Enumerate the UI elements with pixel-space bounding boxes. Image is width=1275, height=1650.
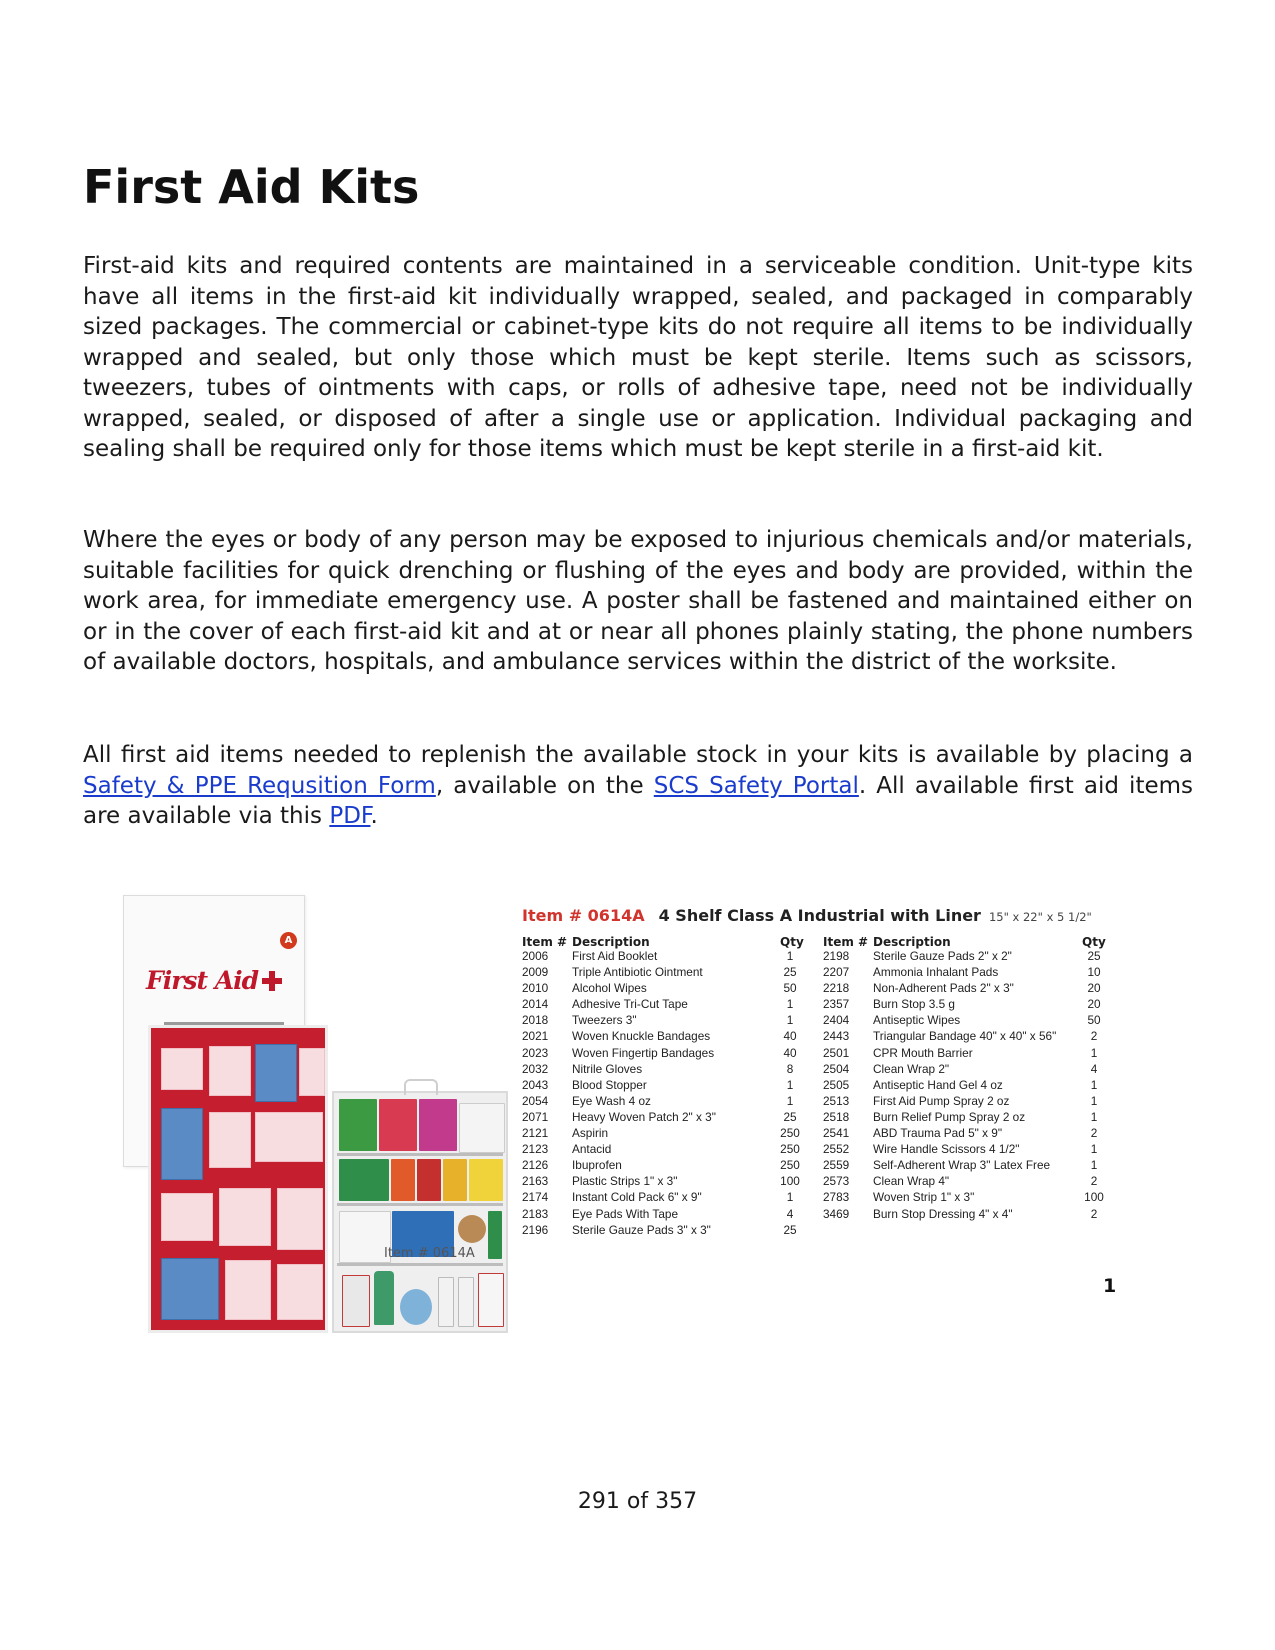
item-number: 2010: [522, 981, 549, 996]
item-quantity: 1: [786, 949, 794, 963]
pdf-link[interactable]: PDF: [329, 803, 371, 829]
liner-pocket: [277, 1188, 323, 1250]
item-number: 2183: [522, 1206, 549, 1221]
item-description: ABD Trauma Pad 5" x 9": [873, 1126, 1003, 1141]
item-description: Burn Stop 3.5 g: [873, 997, 955, 1012]
item-description: Antiseptic Wipes: [873, 1013, 961, 1028]
item-number: 2071: [522, 1109, 549, 1124]
item-number: 2006: [522, 949, 549, 963]
item-number: 2163: [522, 1174, 549, 1189]
item-description: Clean Wrap 4": [873, 1174, 950, 1189]
page-title: First Aid Kits: [83, 160, 420, 214]
item-number: 2573: [823, 1174, 850, 1189]
item-quantity: 1: [786, 1190, 794, 1205]
item-quantity: 100: [780, 1174, 800, 1189]
item-quantity: 10: [1087, 965, 1101, 980]
item-description: Burn Stop Dressing 4" x 4": [873, 1206, 1013, 1221]
cabinet-liner-image: [148, 1025, 328, 1333]
item-quantity: 1: [786, 1093, 794, 1108]
item-number: 2021: [522, 1029, 549, 1044]
item-quantity: 1: [786, 1013, 794, 1028]
item-number: 2357: [823, 997, 850, 1012]
item-description: Clean Wrap 2": [873, 1061, 950, 1076]
left-qty-header: Qty: [780, 935, 804, 949]
shelf: [337, 1203, 503, 1206]
item-quantity: 40: [783, 1029, 797, 1044]
left-item-header: Item #: [522, 935, 568, 949]
item-number: 2009: [522, 965, 549, 980]
item-quantity: 1: [786, 997, 794, 1012]
item-description: Tweezers 3": [572, 1013, 637, 1028]
item-description: Self-Adherent Wrap 3" Latex Free: [873, 1158, 1051, 1173]
replenish-paragraph: [83, 740, 1193, 832]
item-description: Adhesive Tri-Cut Tape: [572, 997, 688, 1012]
item-description: First Aid Booklet: [572, 949, 658, 963]
eye-wash-bottle: [374, 1271, 394, 1325]
item-description: Woven Strip 1" x 3": [873, 1190, 975, 1205]
liner-pocket: [277, 1264, 323, 1320]
item-description: Sterile Gauze Pads 3" x 3": [572, 1222, 711, 1237]
item-quantity: 1: [1090, 1109, 1098, 1124]
item-quantity: 20: [1087, 981, 1101, 996]
intro-paragraph: First-aid kits and required contents are maintained in a serviceable condition. Unit-type kits have all items in the first-aid kit individually wrapped, sealed, and packaged in comparably sized packages. The commercial or cabinet-type kits do not require all items to be individually wrapped and sealed, but only those which must be kept sterile. Items such as scissors, tweezers, tubes of ointments with caps, or rolls of adhesive tape, need not be individually wrapped, sealed, or disposed of after a single use or application. Individual packaging and sealing shall be required only for those items which must be kept sterile in a first-aid kit.: [83, 253, 1193, 462]
item-number: 2404: [823, 1013, 850, 1028]
item-description: Plastic Strips 1" x 3": [572, 1174, 678, 1189]
item-quantity: 250: [780, 1126, 800, 1141]
liner-pocket: [255, 1112, 323, 1162]
item-number: 2443: [823, 1029, 850, 1044]
cabinet-handle: [404, 1079, 438, 1095]
first-aid-logo-text: First Aid: [146, 966, 259, 995]
item-number: 2505: [823, 1077, 850, 1092]
item-description: Eye Pads With Tape: [572, 1206, 679, 1221]
item-description: Blood Stopper: [572, 1077, 647, 1092]
shelf-box: [488, 1211, 502, 1259]
liner-pocket: [161, 1108, 203, 1180]
item-quantity: 25: [783, 965, 797, 980]
item-description: Heavy Woven Patch 2" x 3": [572, 1109, 716, 1124]
item-quantity: 1: [1090, 1077, 1098, 1092]
item-number: 2513: [823, 1093, 850, 1108]
spray-bottle: [438, 1277, 454, 1327]
item-description: Aspirin: [572, 1126, 609, 1141]
item-description: Eye Wash 4 oz: [572, 1093, 651, 1108]
item-number: 2123: [522, 1142, 549, 1157]
replenish-text-3: . All available first aid items are available via this: [83, 772, 1194, 829]
item-quantity: 1: [1090, 1045, 1098, 1060]
item-number: 2552: [823, 1142, 850, 1157]
liner-pocket: [209, 1046, 251, 1096]
spray-bottle: [458, 1277, 474, 1327]
item-number: 2121: [522, 1126, 549, 1141]
replenish-text-4: .: [370, 803, 378, 829]
item-quantity: 2: [1090, 1174, 1098, 1189]
kit-item-number: Item # 0614A: [522, 906, 645, 925]
item-description: Sterile Gauze Pads 2" x 2": [873, 949, 1012, 963]
item-number: 2541: [823, 1126, 850, 1141]
item-description: Burn Relief Pump Spray 2 oz: [873, 1109, 1026, 1124]
item-quantity: 1: [1090, 1093, 1098, 1108]
item-description: Woven Knuckle Bandages: [572, 1029, 711, 1044]
first-aid-kit-figure: [120, 895, 1170, 1345]
liner-pocket: [299, 1048, 325, 1096]
item-number: 2014: [522, 997, 549, 1012]
photo-caption: Item # 0614A: [384, 1246, 475, 1261]
item-description: Ammonia Inhalant Pads: [873, 965, 999, 980]
shelf-box: [342, 1275, 370, 1327]
item-quantity: 2: [1090, 1206, 1098, 1221]
shelf-box: [443, 1159, 467, 1201]
requisition-form-link[interactable]: Safety & PPE Requsition Form: [83, 772, 436, 799]
item-number: 2032: [522, 1061, 549, 1076]
item-quantity: 2: [1090, 1126, 1098, 1141]
item-number: 2043: [522, 1077, 549, 1092]
item-quantity: 4: [1090, 1061, 1098, 1076]
item-description: Nitrile Gloves: [572, 1061, 643, 1076]
item-quantity: 250: [780, 1142, 800, 1157]
right-qty-header: Qty: [1082, 935, 1106, 949]
shelf-box: [339, 1159, 389, 1201]
item-description: First Aid Pump Spray 2 oz: [873, 1093, 1010, 1108]
item-description: Alcohol Wipes: [572, 981, 647, 996]
left-description-header: Description: [572, 935, 650, 949]
item-number: 2196: [522, 1222, 549, 1237]
item-description: Triple Antibiotic Ointment: [572, 965, 703, 980]
right-description-header: Description: [873, 935, 951, 949]
liner-pocket: [219, 1188, 271, 1246]
class-a-badge: A: [280, 932, 297, 949]
item-quantity: 25: [1087, 949, 1101, 963]
item-description: Woven Fingertip Bandages: [572, 1045, 715, 1060]
item-description: Antacid: [572, 1142, 612, 1157]
right-item-header: Item #: [823, 935, 869, 949]
first-aid-logo: [146, 966, 282, 995]
item-quantity: 1: [786, 1077, 794, 1092]
kit-name: 4 Shelf Class A Industrial with Liner: [658, 906, 981, 925]
replenish-text-2: , available on the: [435, 772, 654, 799]
item-quantity: 25: [783, 1222, 797, 1237]
item-quantity: 25: [783, 1109, 797, 1124]
item-number: 2207: [823, 965, 850, 980]
shelf-box: [400, 1289, 432, 1325]
shelf-box: [339, 1099, 377, 1151]
item-number: 2018: [522, 1013, 549, 1028]
shelf-box: [379, 1099, 417, 1151]
item-number: 2023: [522, 1045, 549, 1060]
item-quantity: 2: [1090, 1029, 1098, 1044]
item-quantity: 4: [786, 1206, 794, 1221]
page-indicator: 291 of 357: [577, 1489, 698, 1514]
item-description: Wire Handle Scissors 4 1/2": [873, 1142, 1020, 1157]
kit-header: [522, 906, 1092, 925]
cabinet-shelves-image: [332, 1091, 508, 1333]
item-quantity: 8: [786, 1061, 794, 1076]
cross-icon: [262, 971, 282, 991]
page-badge: 1: [1103, 1275, 1117, 1297]
item-number: 2504: [823, 1061, 850, 1076]
item-quantity: 1: [1090, 1142, 1098, 1157]
item-number: 2198: [823, 949, 850, 963]
liner-pocket: [225, 1260, 271, 1320]
item-quantity: 100: [1084, 1190, 1104, 1205]
item-description: Instant Cold Pack 6" x 9": [572, 1190, 702, 1205]
item-quantity: 250: [780, 1158, 800, 1173]
shelf-box: [419, 1099, 457, 1151]
safety-portal-link[interactable]: SCS Safety Portal: [653, 772, 859, 799]
item-number: 2501: [823, 1045, 850, 1060]
liner-pocket: [161, 1258, 219, 1320]
kit-size: 15" x 22" x 5 1/2": [988, 910, 1092, 924]
liner-pocket: [255, 1044, 297, 1102]
item-number: 2054: [522, 1093, 549, 1108]
item-number: 2518: [823, 1109, 850, 1124]
item-description: Antiseptic Hand Gel 4 oz: [873, 1077, 1003, 1092]
item-number: 3469: [823, 1206, 850, 1221]
liner-pocket: [161, 1048, 203, 1090]
shelf-box: [391, 1159, 415, 1201]
item-description: CPR Mouth Barrier: [873, 1045, 973, 1060]
shelf-box: [459, 1103, 505, 1153]
item-quantity: 50: [1087, 1013, 1101, 1028]
tape-roll: [458, 1215, 486, 1243]
item-quantity: 50: [783, 981, 797, 996]
liner-pocket: [161, 1193, 213, 1241]
item-description: Non-Adherent Pads 2" x 3": [873, 981, 1014, 996]
item-number: 2783: [823, 1190, 850, 1205]
item-quantity: 1: [1090, 1158, 1098, 1173]
shelf: [337, 1263, 503, 1266]
item-number: 2126: [522, 1158, 549, 1173]
item-number: 2174: [522, 1190, 549, 1205]
item-quantity: 20: [1087, 997, 1101, 1012]
eye-wash-paragraph: Where the eyes or body of any person may be exposed to injurious chemicals and/or materials, suitable facilities for quick drenching or flushing of the eyes and body are provided, within the work area, for immediate emergency use. A poster shall be fastened and maintained either on or in the cover of each first-aid kit and at or near all phones plainly stating, the phone numbers of available doctors, hospitals, and ambulance services within the district of the worksite.: [83, 527, 1193, 675]
item-description: Triangular Bandage 40" x 40" x 56": [873, 1029, 1057, 1044]
liner-pocket: [209, 1112, 251, 1168]
shelf-box: [469, 1159, 503, 1201]
item-quantity: 40: [783, 1045, 797, 1060]
item-number: 2218: [823, 981, 850, 996]
replenish-text-1: All first aid items needed to replenish the available stock in your kits is available by placing a: [83, 742, 1193, 768]
shelf-box: [478, 1273, 504, 1327]
item-number: 2559: [823, 1158, 850, 1173]
shelf-box: [417, 1159, 441, 1201]
shelf: [337, 1153, 503, 1156]
item-description: Ibuprofen: [572, 1158, 622, 1173]
